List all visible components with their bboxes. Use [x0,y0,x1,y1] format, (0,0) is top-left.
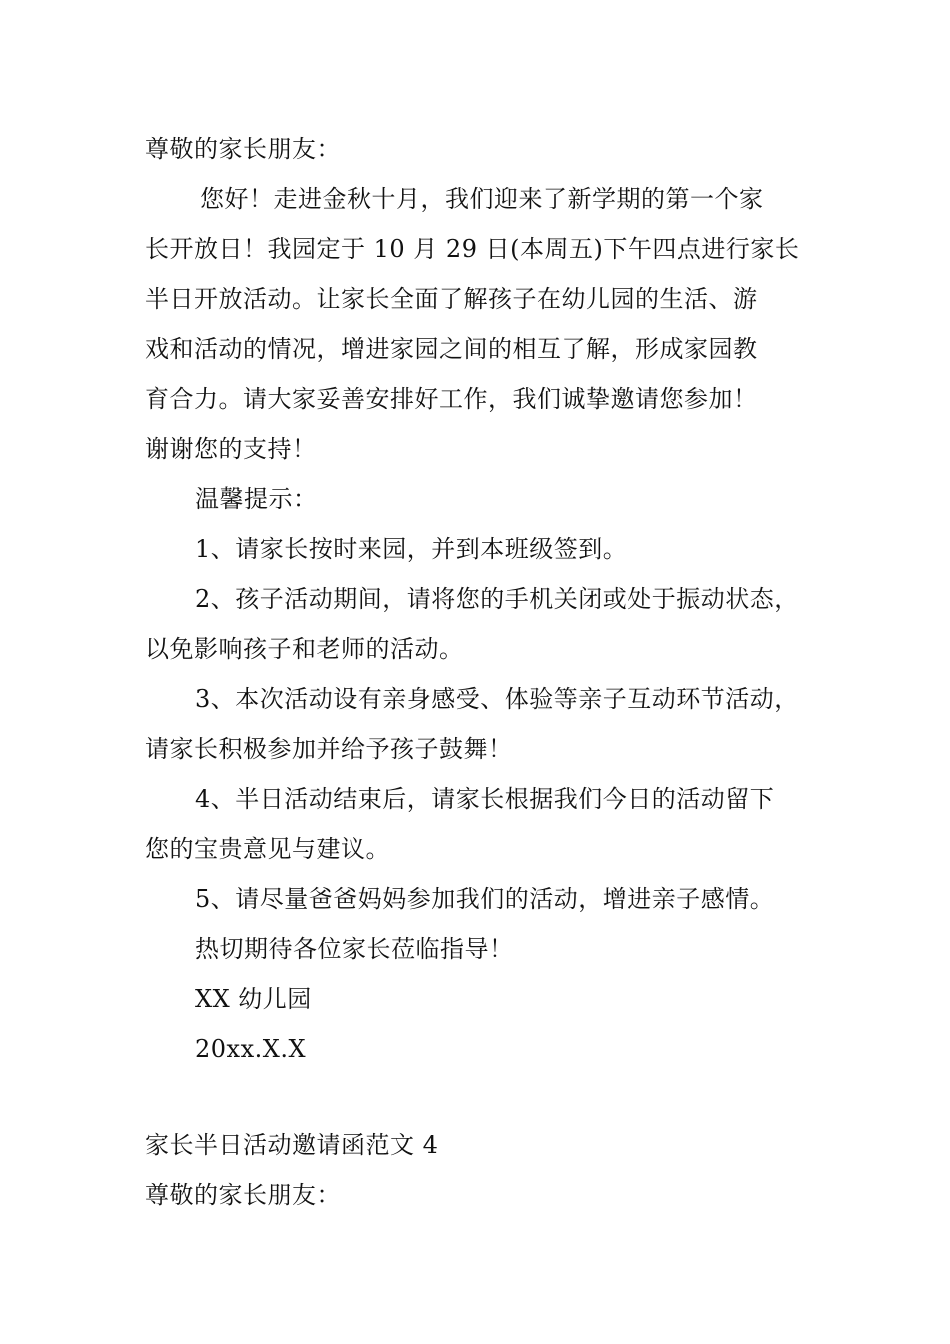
tips-title: 温馨提示： [195,485,318,513]
body-line: 您好！走进金秋十月，我们迎来了新学期的第一个家 [200,185,764,213]
tip-line: 1、请家长按时来园，并到本班级签到。 [195,535,628,563]
tip-line: 您的宝贵意见与建议。 [145,835,390,863]
signature: XX 幼儿园 [195,985,312,1013]
closing-line: 热切期待各位家长莅临指导！ [195,935,514,963]
body-line: 长开放日！我园定于 10 月 29 日(本周五)下午四点进行家长 [145,235,800,263]
salutation: 尊敬的家长朋友： [145,135,341,163]
tip-line: 以免影响孩子和老师的活动。 [145,635,464,663]
tip-line: 5、请尽量爸爸妈妈参加我们的活动，增进亲子感情。 [195,885,775,913]
next-salutation: 尊敬的家长朋友： [145,1181,341,1209]
tip-line: 3、本次活动设有亲身感受、体验等亲子互动环节活动， [195,685,799,713]
next-section-title: 家长半日活动邀请函范文 4 [145,1131,439,1159]
body-line: 半日开放活动。让家长全面了解孩子在幼儿园的生活、游 [145,285,758,313]
date: 20xx.X.X [195,1035,307,1063]
body-line: 谢谢您的支持！ [145,435,317,463]
body-line: 育合力。请大家妥善安排好工作，我们诚挚邀请您参加！ [145,385,758,413]
body-line: 戏和活动的情况，增进家园之间的相互了解，形成家园教 [145,335,758,363]
tip-line: 4、半日活动结束后，请家长根据我们今日的活动留下 [195,785,775,813]
tip-line: 2、孩子活动期间，请将您的手机关闭或处于振动状态， [195,585,799,613]
tip-line: 请家长积极参加并给予孩子鼓舞！ [145,735,513,763]
